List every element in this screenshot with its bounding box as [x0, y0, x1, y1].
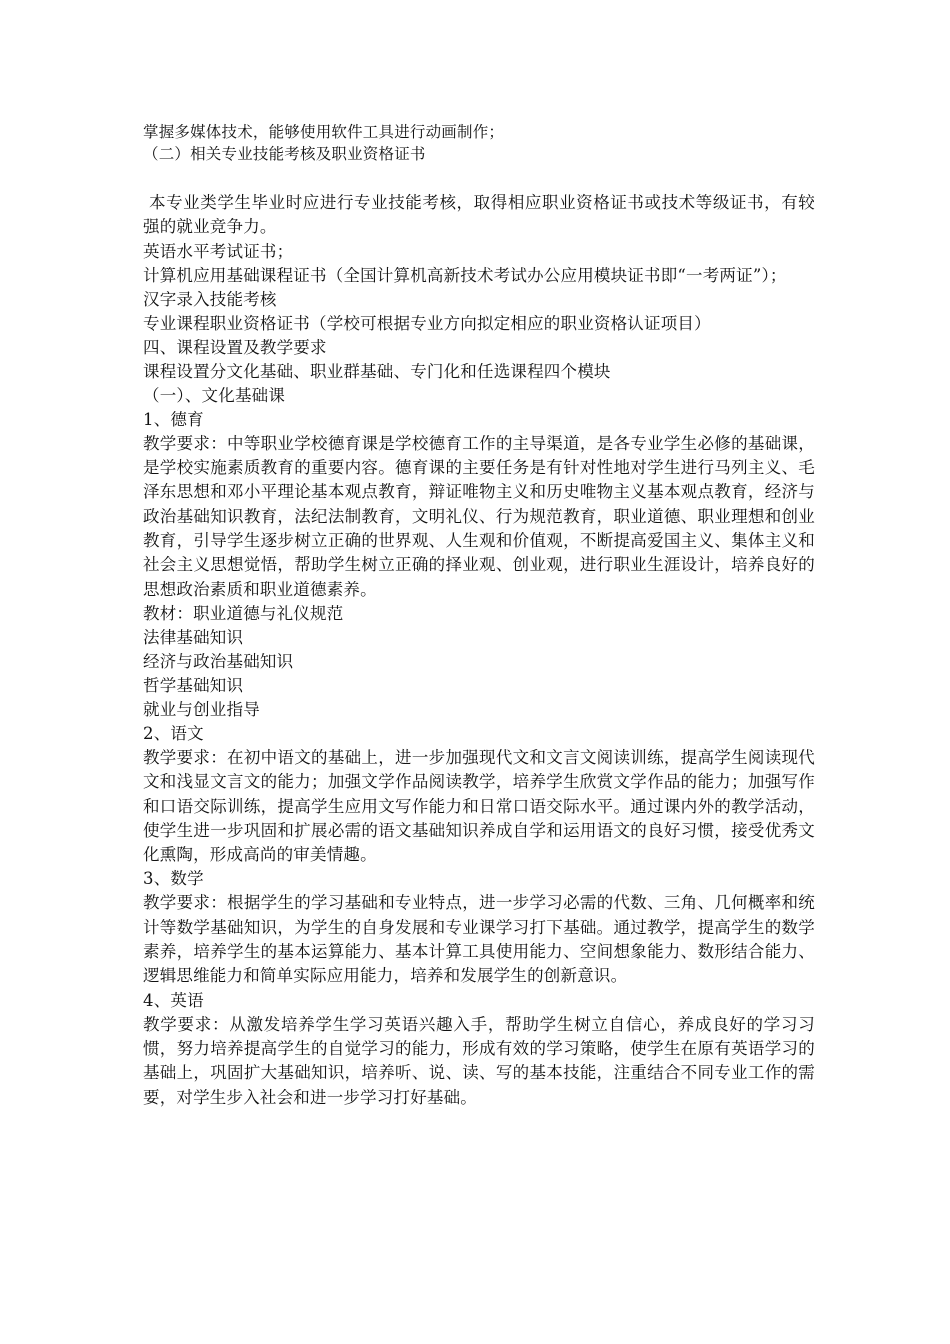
paragraph-text: 教学要求：在初中语文的基础上，进一步加强现代文和文言文阅读训练，提高学生阅读现代文和浅显文言文的能力；加强文学作品阅读教学，培养学生欣赏文学作品的能力；加强写作和口语交际训练，提高学生应用文写作能力和日常口语交际水平。通过课内外的教学活动，使学生进一步巩固和扩展必需的语文基础知识养成自学和运用语文的良好习惯，接受优秀文化熏陶，形成高尚的审美情趣。: [143, 747, 815, 865]
course-title-english: 4、英语: [143, 990, 204, 1010]
paragraph-text: 教学要求：从激发培养学生学习英语兴趣入手，帮助学生树立自信心，养成良好的学习习惯，努力培养提高学生的自觉学习的能力，形成有效的学习策略，使学生在原有英语学习的基础上，巩固扩大基础知识，培养听、说、读、写的基本技能，注重结合不同专业工作的需要，对学生步入社会和进一步学习打好基础。: [143, 1014, 815, 1107]
text-line: 掌握多媒体技术，能够使用软件工具进行动画制作；: [143, 123, 505, 141]
blank-line: [143, 165, 815, 191]
subsection-heading: （一）、文化基础课: [143, 385, 286, 405]
course-title-moral: 1、德育: [143, 409, 204, 429]
document-page: [143, 121, 815, 1110]
textbook-item: 经济与政治基础知识: [143, 651, 294, 671]
course-requirement-math: [143, 891, 815, 988]
course-requirement-english: [143, 1013, 815, 1110]
textbook-item: 就业与创业指导: [143, 699, 260, 719]
cert-item: 英语水平考试证书；: [143, 241, 294, 261]
textbook-item: 哲学基础知识: [143, 675, 244, 695]
paragraph-text: 本专业类学生毕业时应进行专业技能考核，取得相应职业资格证书或技术等级证书，有较强的就业竞争力。: [143, 193, 815, 237]
section-heading: 四、课程设置及教学要求: [143, 337, 327, 357]
paragraph-text: 教学要求：中等职业学校德育课是学校德育工作的主导渠道，是各专业学生必修的基础课，是学校实施素质教育的重要内容。德育课的主要任务是有针对性地对学生进行马列主义、毛泽东思想和邓小平理论基本观点教育，辩证唯物主义和历史唯物主义基本观点教育，经济与政治基础知识教育，法纪法制教育，文明礼仪、行为规范教育，职业道德、职业理想和创业教育，引导学生逐步树立正确的世界观、人生观和价值观，不断提高爱国主义、集体主义和社会主义思想觉悟，帮助学生树立正确的择业观、创业观，进行职业生涯设计，培养良好的思想政治素质和职业道德素养。: [143, 433, 815, 599]
cert-item: 专业课程职业资格证书（学校可根据专业方向拟定相应的职业资格认证项目）: [143, 313, 711, 333]
subsection-heading: （二）相关专业技能考核及职业资格证书: [143, 145, 426, 163]
textbook-item: 法律基础知识: [143, 627, 244, 647]
section-intro: 课程设置分文化基础、职业群基础、专门化和任选课程四个模块: [143, 361, 611, 381]
course-requirement-chinese: [143, 746, 815, 867]
course-title-chinese: 2、语文: [143, 723, 204, 743]
course-requirement-moral: [143, 432, 815, 602]
cert-item-wrapped: [143, 264, 815, 288]
cert-item: 汉字录入技能考核: [143, 289, 277, 309]
textbook-item: 教材：职业道德与礼仪规范: [143, 603, 344, 623]
paragraph-text: 教学要求：根据学生的学习基础和专业特点，进一步学习必需的代数、三角、几何概率和统计等数学基础知识，为学生的自身发展和专业课学习打下基础。通过教学，提高学生的数学素养，培养学生的基本运算能力、基本计算工具使用能力、空间想象能力、数形结合能力、逻辑思维能力和简单实际应用能力，培养和发展学生的创新意识。: [143, 893, 815, 986]
course-title-math: 3、数学: [143, 869, 204, 889]
paragraph-cert-intro: [143, 191, 815, 240]
paragraph-text: 计算机应用基础课程证书（全国计算机高新技术考试办公应用模块证书即“一考两证”）；: [143, 265, 787, 285]
